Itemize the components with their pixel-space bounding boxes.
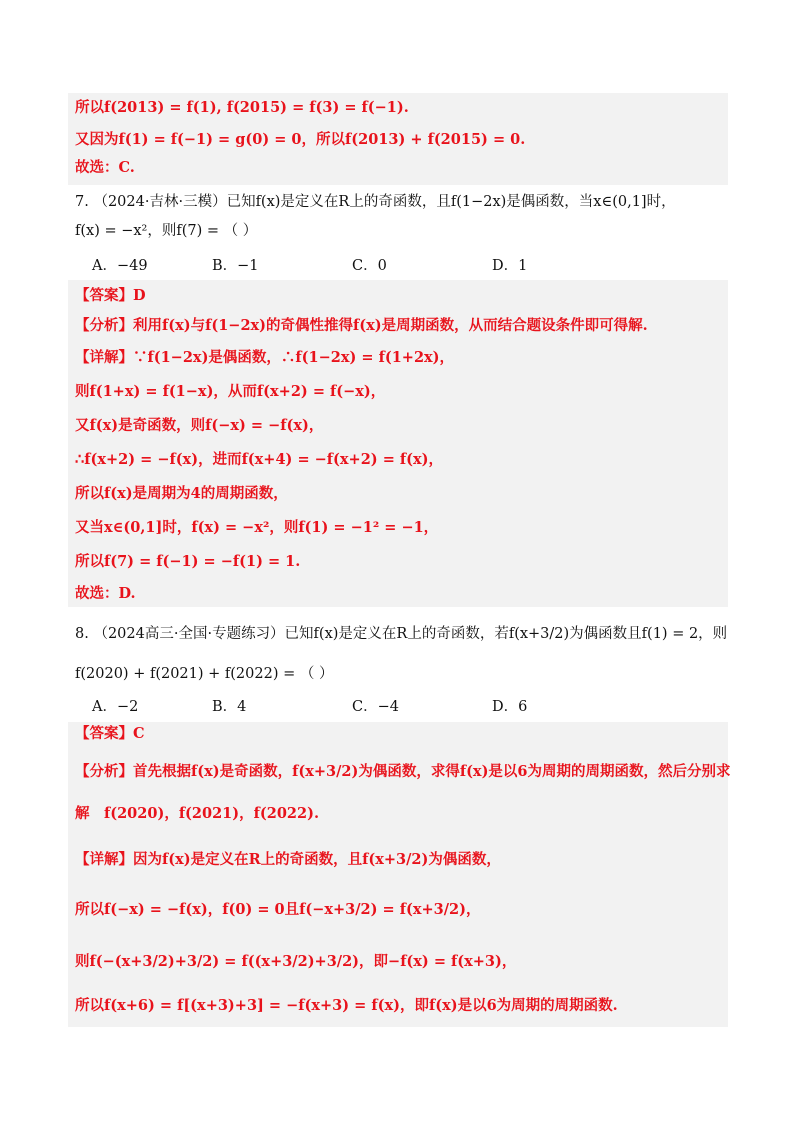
q8-option-d: D．6 (492, 699, 528, 715)
q7-option-a: A．−49 (92, 258, 148, 274)
q8-detail-line-1: 【详解】因为f(x)是定义在R上的奇函数，且f(x+3/2)为偶函数， (75, 851, 501, 868)
q7-option-b: B．−1 (212, 258, 259, 274)
q7-option-d: D．1 (492, 258, 528, 274)
q8-option-a: A．−2 (92, 699, 139, 715)
q7-analysis: 【分析】利用f(x)与f(1−2x)的奇偶性推得f(x)是周期函数，从而结合题设条件即可得解. (75, 317, 648, 334)
q8-detail-line-2: 所以f(−x) = −f(x)，f(0) = 0且f(−x+3/2) = f(x+3/2)， (75, 901, 481, 918)
q6-solution-line-1: 所以f(2013) = f(1), f(2015) = f(3) = f(−1). (75, 99, 409, 116)
q7-detail-line-2: 则f(1+x) = f(1−x)，从而f(x+2) = f(−x)， (75, 383, 386, 400)
q8-answer: 【答案】C (75, 725, 145, 742)
q8-detail-line-3: 则f(−(x+3/2)+3/2) = f((x+3/2)+3/2)，即−f(x) = f(x+3)， (75, 953, 517, 970)
q8-option-c: C．−4 (352, 699, 399, 715)
q7-answer: 【答案】D (75, 287, 146, 304)
q7-option-c: C．0 (352, 258, 387, 274)
q7-detail-line-7: 所以f(7) = f(−1) = −f(1) = 1. (75, 553, 301, 570)
q8-detail-line-4: 所以f(x+6) = f[(x+3)+3] = −f(x+3) = f(x)，即f(x)是以6为周期的周期函数. (75, 997, 618, 1014)
q8-stem-line-1: 8. （2024高三·全国·专题练习）已知f(x)是定义在R上的奇函数，若f(x+3/2)为偶函数且f(1) = 2，则 (75, 626, 728, 642)
q6-choice: 故选：C. (75, 159, 135, 176)
q7-stem-line-1: 7. （2024·吉林·三模）已知f(x)是定义在R上的奇函数，且f(1−2x)是偶函数，当x∈(0,1]时， (75, 194, 676, 210)
q7-detail-line-4: ∴f(x+2) = −f(x)，进而f(x+4) = −f(x+2) = f(x)， (75, 451, 443, 468)
q8-option-b: B．4 (212, 699, 247, 715)
q8-analysis-line-1: 【分析】首先根据f(x)是奇函数，f(x+3/2)为偶函数，求得f(x)是以6为周期的周期函数，然后分别求 (75, 763, 731, 780)
q8-analysis-line-2: 解 f(2020)，f(2021)，f(2022). (75, 805, 319, 822)
q7-detail-line-6: 又当x∈(0,1]时，f(x) = −x²，则f(1) = −1² = −1， (75, 519, 439, 536)
q7-choice: 故选：D. (75, 585, 136, 602)
q7-stem-line-2: f(x) = −x²，则f(7) = （ ） (75, 223, 258, 239)
q7-detail-line-1: 【详解】∵f(1−2x)是偶函数，∴f(1−2x) = f(1+2x)， (75, 349, 455, 366)
q7-detail-line-3: 又f(x)是奇函数，则f(−x) = −f(x)， (75, 417, 324, 434)
q7-detail-line-5: 所以f(x)是周期为4的周期函数， (75, 485, 288, 502)
q6-solution-line-2: 又因为f(1) = f(−1) = g(0) = 0，所以f(2013) + f(2015) = 0. (75, 131, 526, 148)
q8-stem-line-2: f(2020) + f(2021) + f(2022) = （ ） (75, 666, 334, 682)
